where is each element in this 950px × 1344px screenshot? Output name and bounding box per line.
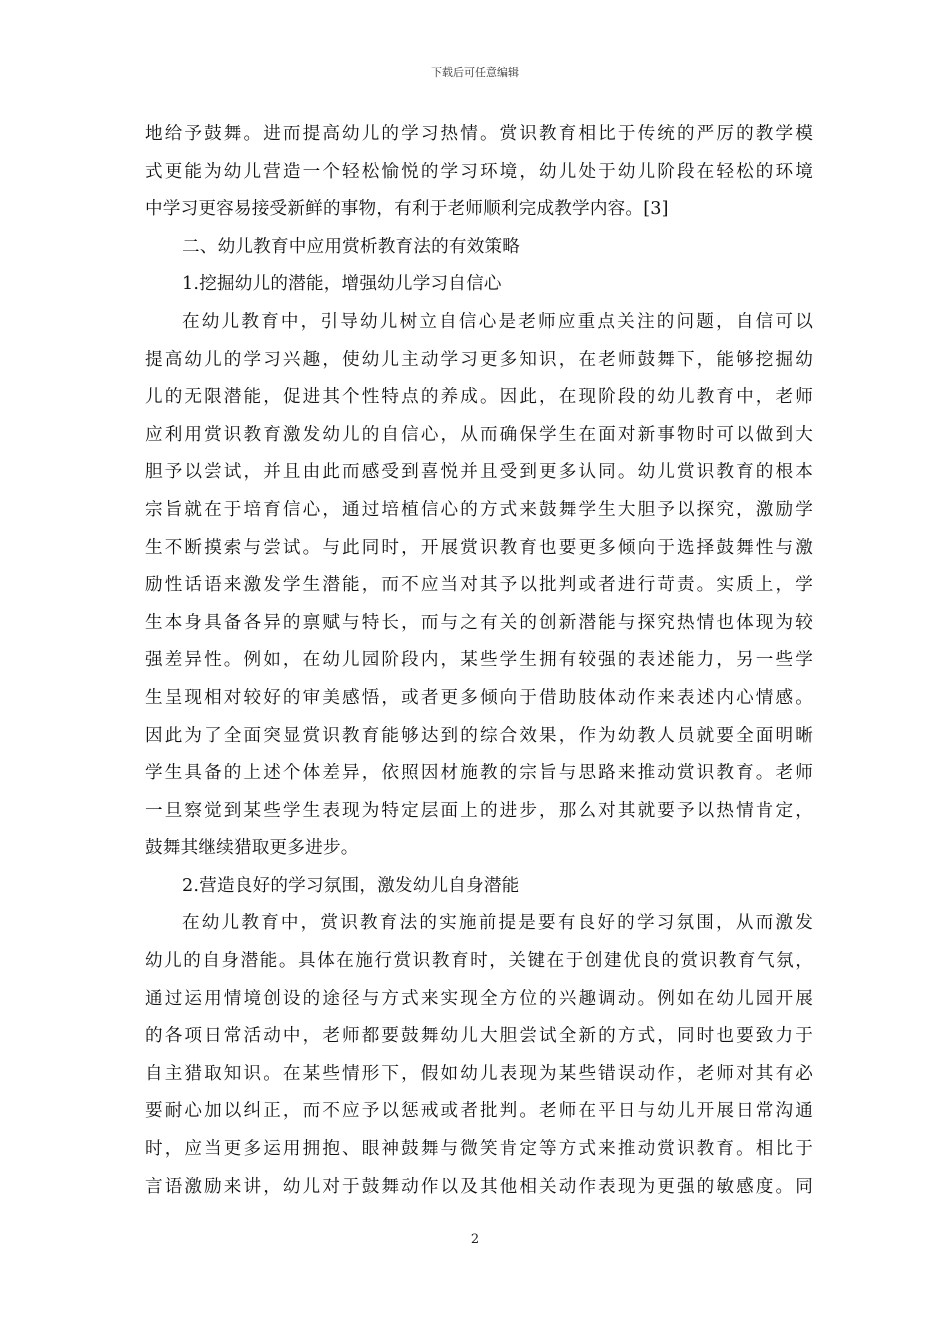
text-line: 地给予鼓舞。进而提高幼儿的学习热情。赏识教育相比于传统的严厉的教学模 [145, 124, 813, 144]
text-line: 言语激励来讲，幼儿对于鼓舞动作以及其他相关动作表现为更强的敏感度。同 [145, 1176, 813, 1197]
text-line: 时，应当更多运用拥抱、眼神鼓舞与微笑肯定等方式来推动赏识教育。相比于 [145, 1139, 813, 1160]
section-heading: 二、幼儿教育中应用赏析教育法的有效策略 [182, 236, 521, 257]
document-body [145, 116, 813, 1206]
text-line: 应利用赏识教育激发幼儿的自信心，从而确保学生在面对新事物时可以做到大 [145, 424, 813, 445]
text-line: 学生具备的上述个体差异，依照因材施教的宗旨与思路来推动赏识教育。老师 [145, 763, 813, 784]
text-line: 强差异性。例如，在幼儿园阶段内，某些学生拥有较强的表述能力，另一些学 [145, 650, 813, 671]
text-line: 中学习更容易接受新鲜的事物，有利于老师顺利完成教学内容。[3] [145, 199, 669, 220]
text-line: 鼓舞其继续猎取更多进步。 [145, 838, 359, 859]
subsection-heading: 2.营造良好的学习氛围，激发幼儿自身潜能 [182, 875, 520, 896]
text-line: 儿的无限潜能，促进其个性特点的养成。因此，在现阶段的幼儿教育中，老师 [145, 387, 813, 408]
text-line: 励性话语来激发学生潜能，而不应当对其予以批判或者进行苛责。实质上，学 [145, 575, 813, 596]
text-line: 提高幼儿的学习兴趣，使幼儿主动学习更多知识，在老师鼓舞下，能够挖掘幼 [145, 349, 813, 370]
text-line: 宗旨就在于培育信心，通过培植信心的方式来鼓舞学生大胆予以探究，激励学 [145, 499, 813, 520]
text-line: 通过运用情境创设的途径与方式来实现全方位的兴趣调动。例如在幼儿园开展 [145, 988, 813, 1009]
text-line: 式更能为幼儿营造一个轻松愉悦的学习环境，幼儿处于幼儿阶段在轻松的环境 [145, 161, 813, 182]
text-line: 一旦察觉到某些学生表现为特定层面上的进步，那么对其就要予以热情肯定， [145, 800, 813, 821]
text-line: 的各项日常活动中，老师都要鼓舞幼儿大胆尝试全新的方式，同时也要致力于 [145, 1026, 813, 1047]
text-line: 胆予以尝试，并且由此而感受到喜悦并且受到更多认同。幼儿赏识教育的根本 [145, 462, 813, 483]
text-line: 要耐心加以纠正，而不应予以惩戒或者批判。老师在平日与幼儿开展日常沟通 [145, 1101, 813, 1122]
text-line: 生呈现相对较好的审美感悟，或者更多倾向于借助肢体动作来表述内心情感。 [145, 687, 813, 708]
page-header: 下载后可任意编辑 [431, 66, 519, 79]
paragraph-first-line: 在幼儿教育中，引导幼儿树立自信心是老师应重点关注的问题，自信可以 [182, 311, 813, 332]
text-line: 自主猎取知识。在某些情形下，假如幼儿表现为某些错误动作，老师对其有必 [145, 1063, 813, 1084]
text-line: 生不断摸索与尝试。与此同时，开展赏识教育也要更多倾向于选择鼓舞性与激 [145, 537, 813, 558]
paragraph-first-line: 在幼儿教育中，赏识教育法的实施前提是要有良好的学习氛围，从而激发 [182, 913, 813, 934]
text-line: 生本身具备各异的禀赋与特长，而与之有关的创新潜能与探究热情也体现为较 [145, 612, 813, 633]
subsection-heading: 1.挖掘幼儿的潜能，增强幼儿学习自信心 [182, 274, 502, 295]
text-line: 幼儿的自身潜能。具体在施行赏识教育时，关键在于创建优良的赏识教育气氛， [145, 951, 813, 972]
page-number: 2 [470, 1232, 480, 1247]
text-line: 因此为了全面突显赏识教育能够达到的综合效果，作为幼教人员就要全面明晰 [145, 725, 813, 746]
